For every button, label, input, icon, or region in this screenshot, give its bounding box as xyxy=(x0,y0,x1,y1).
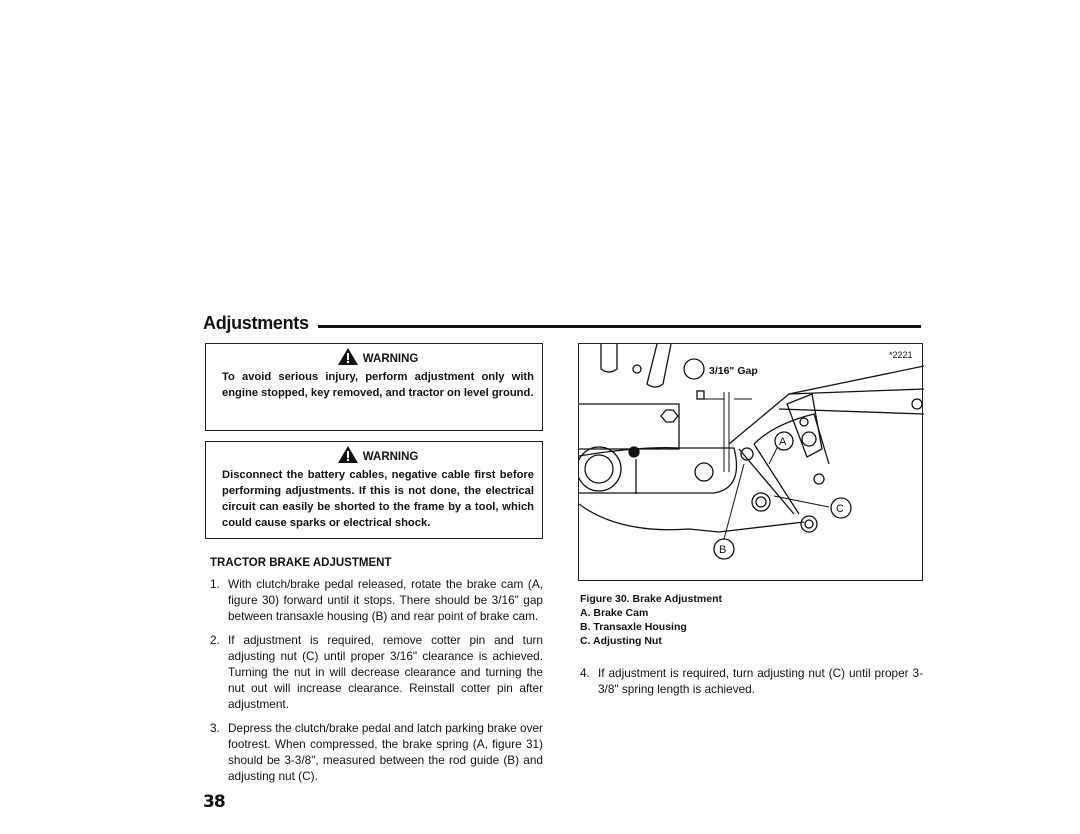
step-item xyxy=(580,665,923,697)
step-number: 4. xyxy=(580,666,590,680)
warning-header xyxy=(222,446,534,465)
page-number: 38 xyxy=(203,792,225,812)
figure-caption xyxy=(580,592,722,648)
warning-triangle-icon xyxy=(338,348,358,365)
title-rule xyxy=(318,325,921,328)
warning-box-battery xyxy=(205,441,543,539)
warning-header xyxy=(222,348,534,367)
step-text: If adjustment is required, remove cotter pin and turn adjusting nut (C) until proper 3/16" clearance is achieved. Turning the nut in will decrease clearance and turning the nut out will increase clearance. Reinstall cotter pin after adjustment. xyxy=(228,633,543,711)
step-number: 2. xyxy=(210,633,220,647)
step-item xyxy=(210,576,543,624)
warning-text: Disconnect the battery cables, negative cable first before performing adjustments. If this is not done, the electrical circuit can easily be shorted to the frame by a tool, which could cause sparks or electrical shock. xyxy=(222,469,534,529)
callout-b: B xyxy=(719,544,727,556)
warning-label: WARNING xyxy=(362,353,419,365)
brake-diagram-illustration xyxy=(579,344,924,582)
caption-title: Figure 30. Brake Adjustment xyxy=(580,593,722,605)
step-text: Depress the clutch/brake pedal and latch parking brake over footrest. When compressed, the brake spring (A, figure 31) should be 3-3/8", measured between the rod guide (B) and adjusting nut (C). xyxy=(228,721,543,783)
callout-a: A xyxy=(779,436,787,448)
warning-label: WARNING xyxy=(362,451,419,463)
figure-reference-number: *2221 xyxy=(889,350,913,360)
step-number: 3. xyxy=(210,721,220,735)
step-item xyxy=(210,720,543,784)
brake-adjustment-figure xyxy=(578,343,923,581)
warning-box-injury xyxy=(205,343,543,431)
step-item xyxy=(210,632,543,712)
warning-triangle-icon xyxy=(338,446,358,463)
step-text: If adjustment is required, turn adjusting nut (C) until proper 3-3/8" spring length is achieved. xyxy=(598,666,923,696)
caption-item: A. Brake Cam xyxy=(580,607,649,619)
section-title: Adjustments xyxy=(203,313,309,333)
step-number: 1. xyxy=(210,577,220,591)
gap-label: 3/16" Gap xyxy=(709,365,758,377)
step-text: With clutch/brake pedal released, rotate the brake cam (A, figure 30) forward until it stops. There should be 3/16" gap between transaxle housing (B) and rear point of brake cam. xyxy=(228,577,543,623)
caption-item: C. Adjusting Nut xyxy=(580,635,662,647)
caption-item: B. Transaxle Housing xyxy=(580,621,687,633)
procedure-heading: TRACTOR BRAKE ADJUSTMENT xyxy=(210,557,392,569)
procedure-steps xyxy=(210,576,543,792)
warning-text: To avoid serious injury, perform adjustment only with engine stopped, key removed, and tractor on level ground. xyxy=(222,371,534,399)
callout-c: C xyxy=(836,503,844,515)
